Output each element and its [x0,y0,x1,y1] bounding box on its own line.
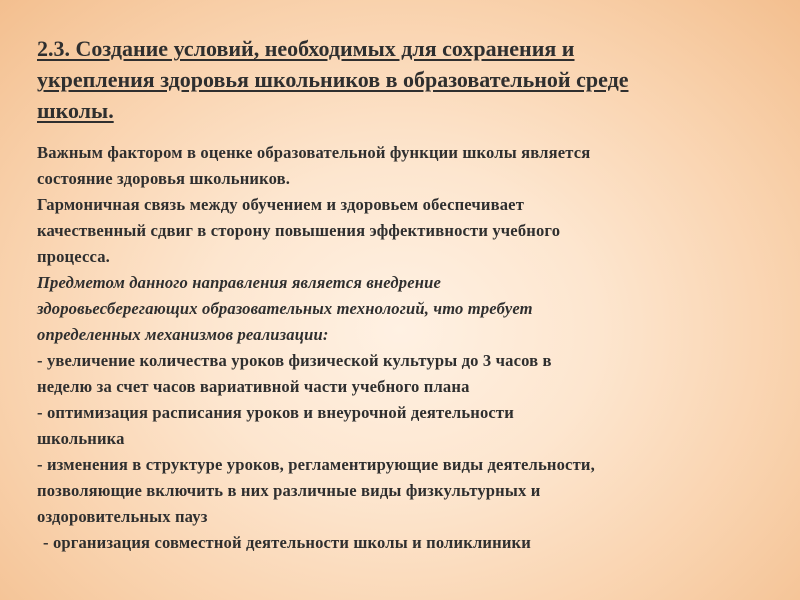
body-line: качественный сдвиг в сторону повышения эффективности учебного [37,221,561,240]
body-line: состояние здоровья школьников. [37,169,291,188]
list-item: - увеличение количества уроков физической культуры до 3 часов в [37,351,552,370]
list-item-continuation: школьника [37,429,125,448]
body-line: процесса. [37,247,110,266]
body-line: Важным фактором в оценке образовательной функции школы является [37,143,591,162]
title-line-2: укрепления здоровья школьников в образовательной среде [37,67,629,92]
body-line: Гармоничная связь между обучением и здоровьем обеспечивает [37,195,525,214]
body-line-italic: здоровьесберегающих образовательных технологий, что требует [37,299,533,318]
list-item: - оптимизация расписания уроков и внеурочной деятельности [37,403,514,422]
list-item-continuation: неделю за счет часов вариативной части учебного плана [37,377,470,396]
list-item: - организация совместной деятельности школы и поликлиники [43,533,531,552]
slide-body [37,140,782,556]
body-line-italic: Предметом данного направления является внедрение [37,273,441,292]
list-item-continuation: позволяющие включить в них различные виды физкультурных и [37,481,541,500]
list-item-continuation: оздоровительных пауз [37,507,208,526]
title-line-1: 2.3. Создание условий, необходимых для сохранения и [37,36,575,61]
list-item: - изменения в структуре уроков, регламентирующие виды деятельности, [37,455,595,474]
body-line-italic: определенных механизмов реализации: [37,325,329,344]
title-line-3: школы. [37,98,114,123]
slide-title [37,33,777,126]
